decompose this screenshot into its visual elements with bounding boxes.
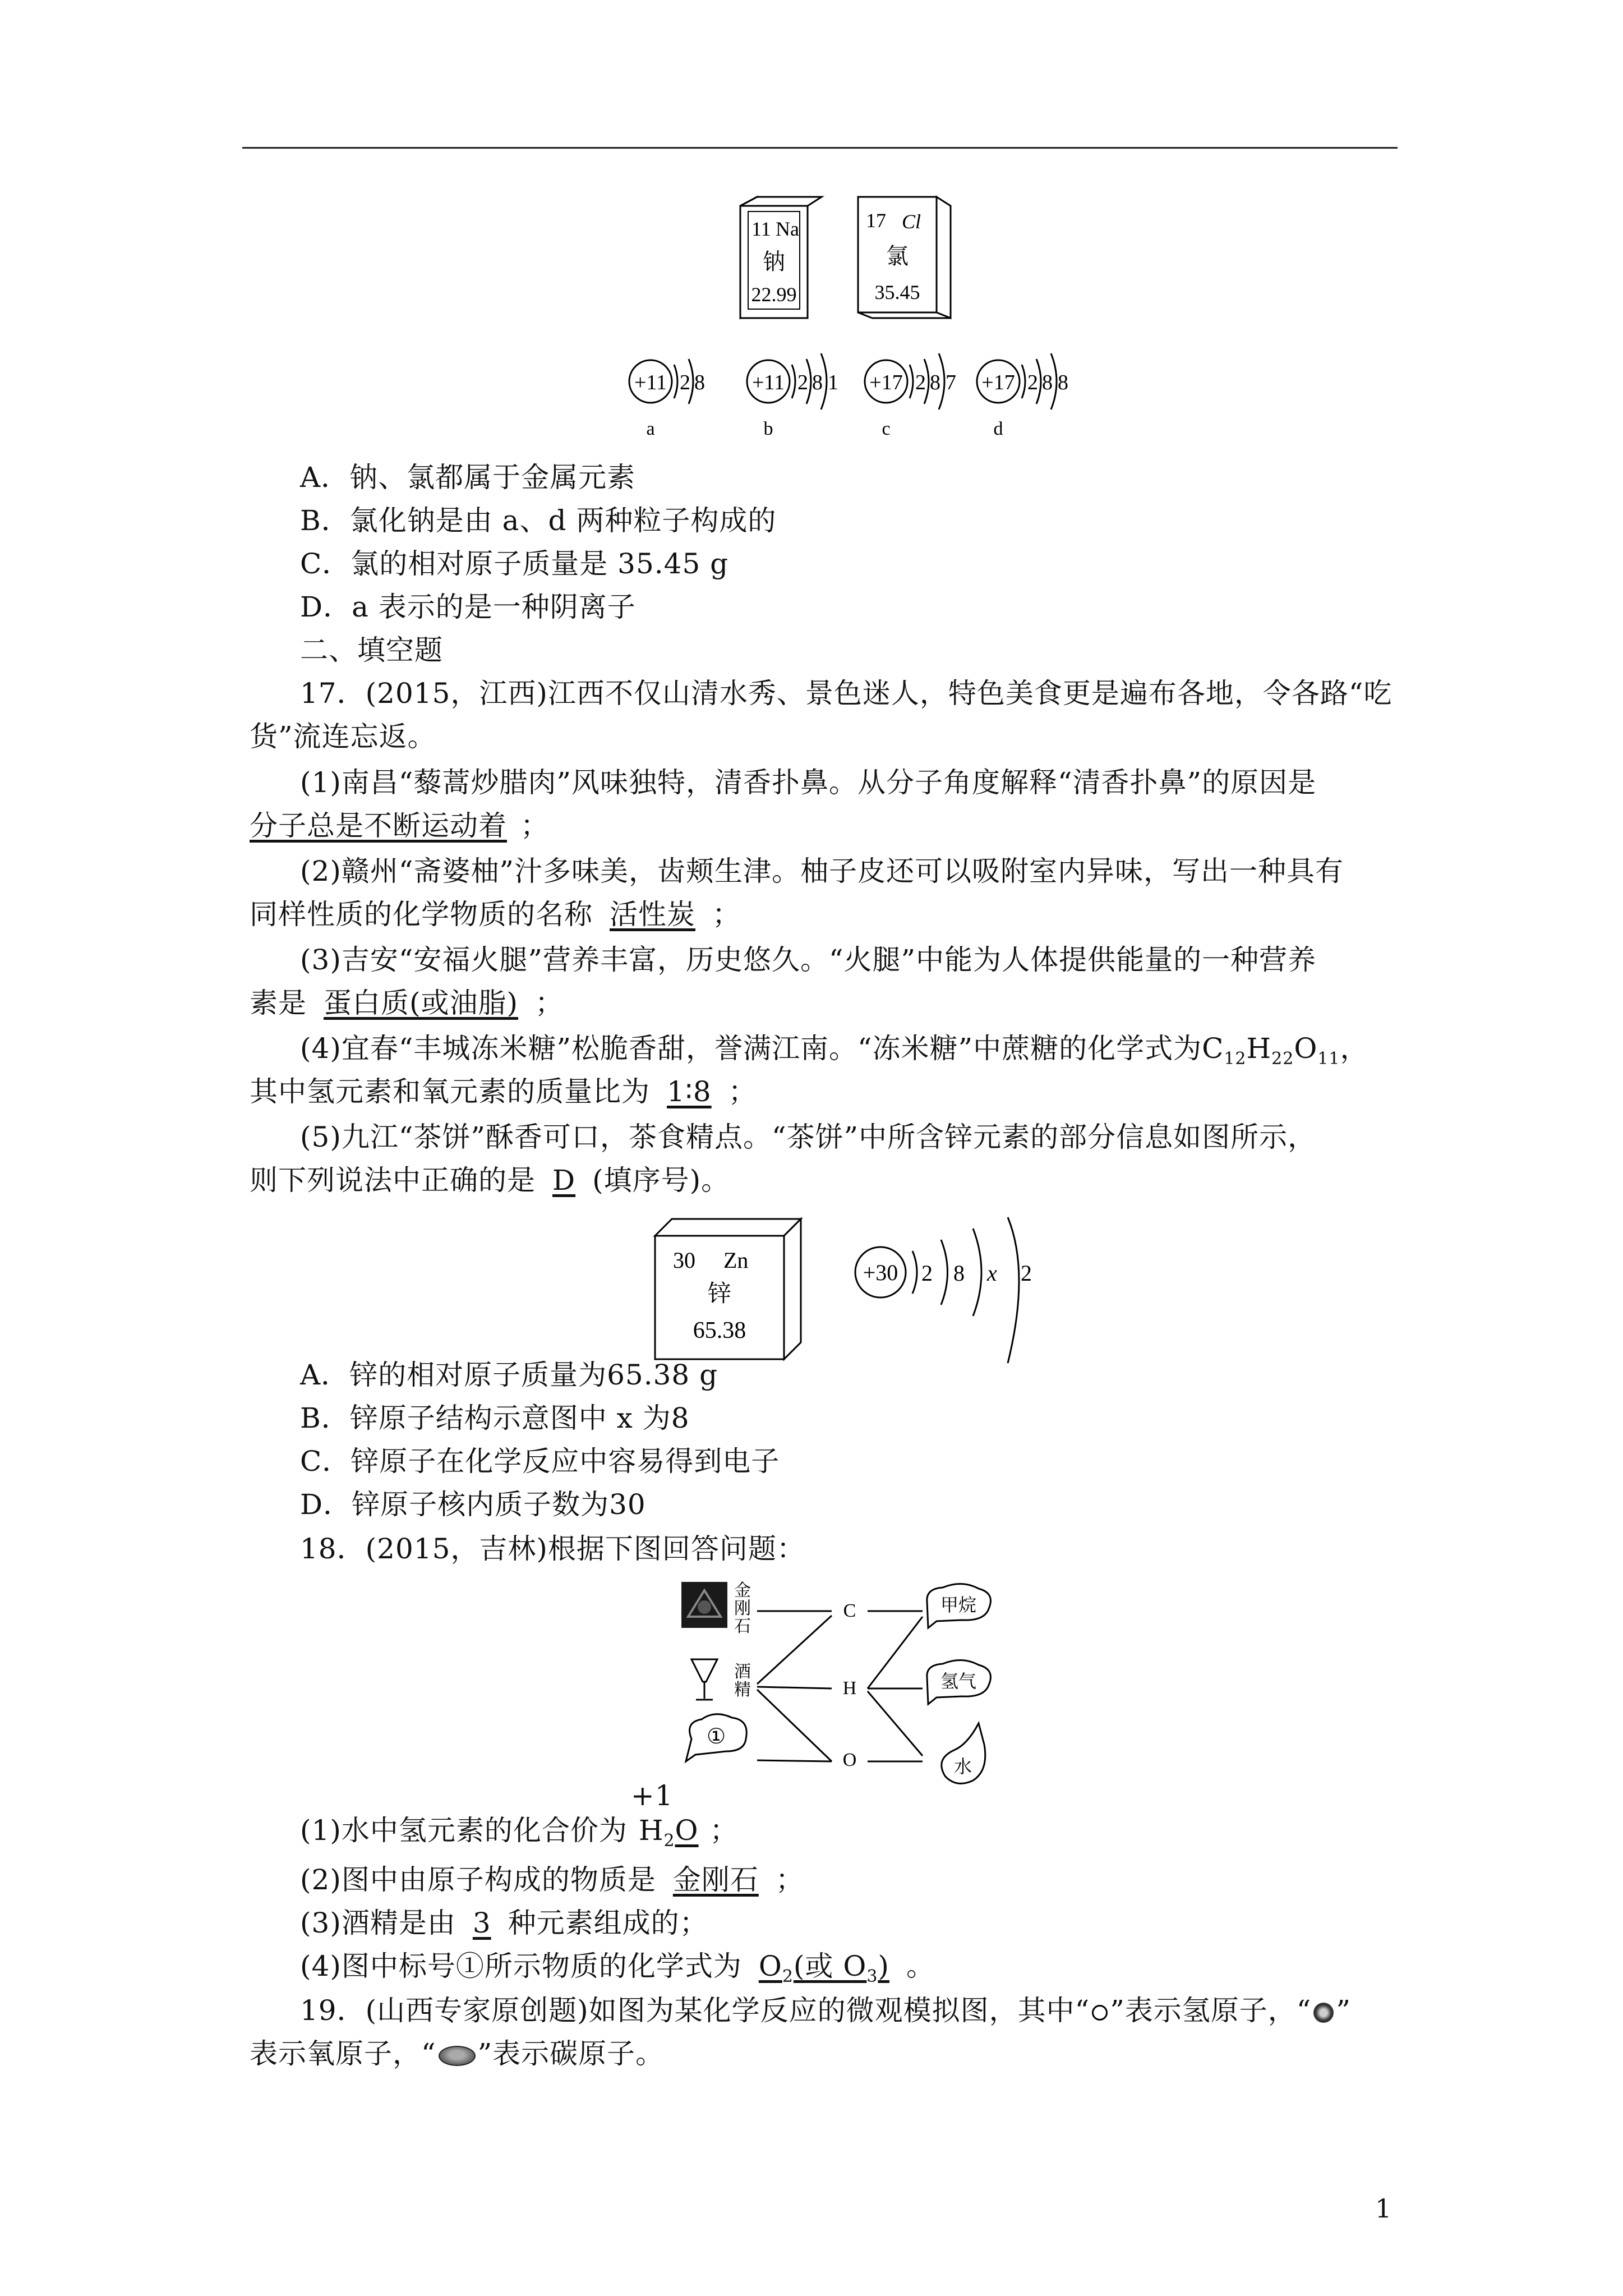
q18-part2-text: (2)图中由原子构成的物质是 <box>300 1864 656 1896</box>
zn-mass: 65.38 <box>693 1318 746 1343</box>
atom-d-shell-2: 8 <box>1042 371 1053 394</box>
valence-h <box>630 1779 674 1848</box>
line-alcohol-h <box>757 1687 832 1688</box>
atom-b-label: b <box>763 418 773 439</box>
atom-c-nucleus: +17 <box>869 371 903 394</box>
oxygen-atom-icon <box>1313 2003 1334 2023</box>
q17-part5-line1: (5)九江“茶饼”酥香可口，茶食精点。“茶饼”中所含锌元素的部分信息如图所示， <box>300 1121 1317 1153</box>
formula-h-sub: 22 <box>1271 1049 1294 1069</box>
formula-o-sub: 11 <box>1317 1049 1340 1069</box>
q18-part4-answer <box>742 1950 906 1986</box>
q16-option-a: A．钠、氯都属于金属元素 <box>300 461 636 494</box>
zn-number: 30 <box>673 1248 695 1273</box>
methane-cloud-icon <box>927 1584 991 1628</box>
cl-mass: 35.45 <box>874 281 920 303</box>
q17-part4-end: ； <box>728 1075 757 1108</box>
hydrogen-atom-icon <box>1092 2005 1108 2021</box>
formula-close: ) <box>878 1950 889 1982</box>
q17-part4-line2 <box>250 1074 1399 1109</box>
label-diamond-1: 金 <box>734 1581 751 1600</box>
line-alcohol-c <box>757 1616 832 1684</box>
q17-part1-line1 <box>300 765 1450 800</box>
q17-part1-end: ； <box>520 809 549 842</box>
label-diamond-3: 石 <box>734 1617 751 1636</box>
label-o: O <box>842 1750 857 1770</box>
formula-o3-sub: 3 <box>866 1967 878 1986</box>
formula-c-sub: 12 <box>1224 1049 1247 1069</box>
label-h: H <box>842 1678 857 1699</box>
q17-part1-text: (1)南昌“藜蒿炒腊肉”风味独特，清香扑鼻。从分子角度解释“清香扑鼻”的原因是 <box>300 766 1317 799</box>
atom-c-shell-3: 7 <box>946 371 956 394</box>
q16-option-b: B．氯化钠是由 a、d 两种粒子构成的 <box>300 504 777 537</box>
label-methane: 甲烷 <box>940 1595 977 1615</box>
valence-mark: +1 <box>630 1779 674 1812</box>
atom-structures-figure <box>623 339 1082 452</box>
q17-part2-answer: 活性炭 <box>610 898 695 931</box>
q18-part2 <box>300 1862 1450 1897</box>
q18-part2-answer: 金刚石 <box>672 1864 759 1896</box>
atom-c-shell-1: 2 <box>915 371 926 394</box>
carbon-atom-icon <box>439 2046 476 2066</box>
q17-part4-line1 <box>300 1031 1450 1076</box>
label-hydrogen: 氢气 <box>940 1671 977 1691</box>
q17-part2-text: 同样性质的化学物质的名称 <box>250 898 593 931</box>
sucrose-formula <box>1202 1032 1340 1069</box>
element-card-cl <box>858 197 951 318</box>
atom-b-shell-1: 2 <box>797 371 808 394</box>
q17-option-c: C．锌原子在化学反应中容易得到电子 <box>300 1445 780 1478</box>
element-card-cl-figure <box>852 194 965 323</box>
q18-part4-end: 。 <box>906 1950 935 1982</box>
section-title: 二、填空题 <box>300 634 443 666</box>
element-substance-diagram <box>681 1576 1029 1789</box>
zn-shell-2: 8 <box>953 1260 965 1286</box>
water-drop-icon <box>942 1723 985 1783</box>
q19-line2 <box>250 2036 1399 2071</box>
zn-shell-3: x <box>987 1260 997 1286</box>
wine-glass-icon <box>691 1659 717 1700</box>
label-diamond-2: 刚 <box>734 1599 751 1618</box>
zn-shell-4: 2 <box>1021 1260 1032 1286</box>
label-alcohol-1: 酒 <box>734 1663 751 1681</box>
na-number: 11 <box>751 218 771 240</box>
q17-part5-answer: D <box>552 1164 576 1197</box>
q19-line1 <box>300 1993 1450 2028</box>
line-h-water <box>868 1691 923 1756</box>
atom-d-shell-3: 8 <box>1058 371 1068 394</box>
atom-a-nucleus: +11 <box>634 371 667 394</box>
cl-symbol: Cl <box>902 210 921 233</box>
atom-b-nucleus: +11 <box>751 371 785 394</box>
q18-part4-text: (4)图中标号①所示物质的化学式为 <box>300 1950 742 1982</box>
zinc-atom <box>855 1217 1032 1363</box>
header-rule <box>242 147 1398 149</box>
label-alcohol-2: 精 <box>734 1681 751 1699</box>
line-item1-o <box>757 1760 832 1761</box>
q19-text-e: ”表示碳原子。 <box>477 2037 665 2070</box>
atom-b <box>747 353 838 439</box>
q18-part4 <box>300 1949 1450 1994</box>
zinc-card <box>655 1219 801 1359</box>
element-card-na <box>740 197 822 318</box>
atom-c <box>865 353 956 439</box>
atom-b-shell-2: 8 <box>812 371 823 394</box>
diamond-icon <box>681 1582 727 1628</box>
line-h-methane <box>868 1617 923 1688</box>
q18-part3-answer: 3 <box>472 1907 491 1939</box>
formula-h2o-h: H <box>638 1814 664 1847</box>
atom-d-label: d <box>993 418 1003 439</box>
q17-part5-end: (填序号)。 <box>592 1164 730 1197</box>
formula-c: C <box>1202 1032 1224 1065</box>
q19-text-c: ” <box>1336 1994 1351 2027</box>
q17-part1-answer: 分子总是不断运动着 <box>250 809 507 842</box>
label-c: C <box>843 1600 856 1621</box>
q17-part3-text: 素是 <box>250 987 307 1019</box>
formula-o: O <box>1294 1032 1318 1065</box>
q17-part3-line2 <box>250 986 1399 1020</box>
oxygen-cloud-icon <box>686 1714 746 1761</box>
atom-b-shell-3: 1 <box>828 371 838 394</box>
na-symbol: Na <box>776 218 799 240</box>
cl-number: 17 <box>866 209 886 232</box>
q17-part5-text: 则下列说法中正确的是 <box>250 1164 536 1197</box>
q19-text-b: ”表示氢原子，“ <box>1110 1994 1312 2027</box>
q17-part4-text2: 其中氢元素和氧元素的质量比为 <box>250 1075 650 1108</box>
atom-d-nucleus: +17 <box>981 371 1015 394</box>
formula-o3: (或 O <box>793 1950 867 1982</box>
q17-part2-line1: (2)赣州“斋婆柚”汁多味美，齿颊生津。柚子皮还可以吸附室内异味，写出一种具有 <box>300 855 1344 887</box>
q17-part3-line1: (3)吉安“安福火腿”营养丰富，历史悠久。“火腿”中能为人体提供能量的一种营养 <box>300 944 1317 976</box>
q17-part4-text: (4)宜春“丰城冻米糖”松脆香甜，誉满江南。“冻米糖”中蔗糖的化学式为 <box>300 1032 1202 1065</box>
q16-option-d: D．a 表示的是一种阴离子 <box>300 591 636 623</box>
q17-part4-answer: 1∶8 <box>667 1075 712 1108</box>
q18-part1 <box>300 1779 1450 1858</box>
page-number: 1 <box>1375 2193 1392 2224</box>
formula-h: H <box>1246 1032 1272 1065</box>
formula-o2: O <box>758 1950 782 1982</box>
cl-name: 氯 <box>886 243 909 269</box>
q17-stem-line2: 货”流连忘返。 <box>250 720 436 753</box>
na-name: 钠 <box>763 249 785 274</box>
label-water: 水 <box>953 1756 972 1777</box>
q16-option-c: C．氯的相对原子质量是 35.45 g <box>300 547 729 580</box>
zn-name: 锌 <box>707 1281 732 1307</box>
q17-part4-comma: ， <box>1340 1032 1369 1065</box>
q18-part1-answer <box>628 1779 710 1851</box>
atom-c-label: c <box>882 418 891 439</box>
atom-a-shell-1: 2 <box>680 371 690 394</box>
zn-nucleus: +30 <box>863 1260 898 1285</box>
atom-d-shell-1: 2 <box>1027 371 1038 394</box>
formula-o2-sub: 2 <box>782 1967 794 1986</box>
label-item-1: ① <box>706 1725 726 1749</box>
q17-option-a: A．锌的相对原子质量为65.38 g <box>300 1359 718 1391</box>
na-mass: 22.99 <box>751 283 797 306</box>
q17-option-d: D．锌原子核内质子数为30 <box>300 1488 646 1521</box>
q17-part3-answer: 蛋白质(或油脂) <box>324 987 519 1019</box>
atom-a-shell-2: 8 <box>694 371 705 394</box>
q17-part2-end: ； <box>712 898 741 931</box>
q18-part3-text: (3)酒精是由 <box>300 1907 456 1939</box>
q18-part3 <box>300 1906 1450 1940</box>
atom-c-shell-2: 8 <box>930 371 940 394</box>
line-alcohol-o <box>757 1690 832 1761</box>
q19-text-d: 表示氧原子，“ <box>250 2037 436 2070</box>
hydrogen-cloud-icon <box>927 1660 991 1704</box>
q18-part3-end: 种元素组成的； <box>508 1907 708 1939</box>
q18-part1-text: (1)水中氢元素的化合价为 <box>300 1814 628 1847</box>
atom-a <box>629 359 705 439</box>
zinc-card-figure <box>651 1214 813 1366</box>
formula-h2o-o: O <box>675 1814 699 1847</box>
q17-option-b: B．锌原子结构示意图中 x 为8 <box>300 1402 690 1434</box>
q17-part2-line2 <box>250 897 1399 932</box>
q18-part1-end: ； <box>709 1814 739 1847</box>
q19-text-a: 19．(山西专家原创题)如图为某化学反应的微观模拟图，其中“ <box>300 1994 1090 2027</box>
zn-shell-1: 2 <box>921 1260 933 1286</box>
atom-d <box>977 353 1068 439</box>
q18-stem: 18．(2015，吉林)根据下图回答问题： <box>300 1533 805 1565</box>
q17-part3-end: ； <box>535 987 564 1019</box>
zinc-atom-figure <box>850 1214 1057 1372</box>
formula-h2o-sub: 2 <box>663 1831 675 1851</box>
atom-a-label: a <box>646 418 655 439</box>
zn-symbol: Zn <box>723 1248 749 1273</box>
q17-stem-line1: 17．(2015，江西)江西不仅山清水秀、景色迷人，特色美食更是遍布各地，令各路“吃 <box>300 677 1393 710</box>
q17-part5-line2 <box>250 1163 1399 1198</box>
q17-part1-line2 <box>250 808 1399 843</box>
q18-part2-end: ； <box>775 1864 804 1896</box>
